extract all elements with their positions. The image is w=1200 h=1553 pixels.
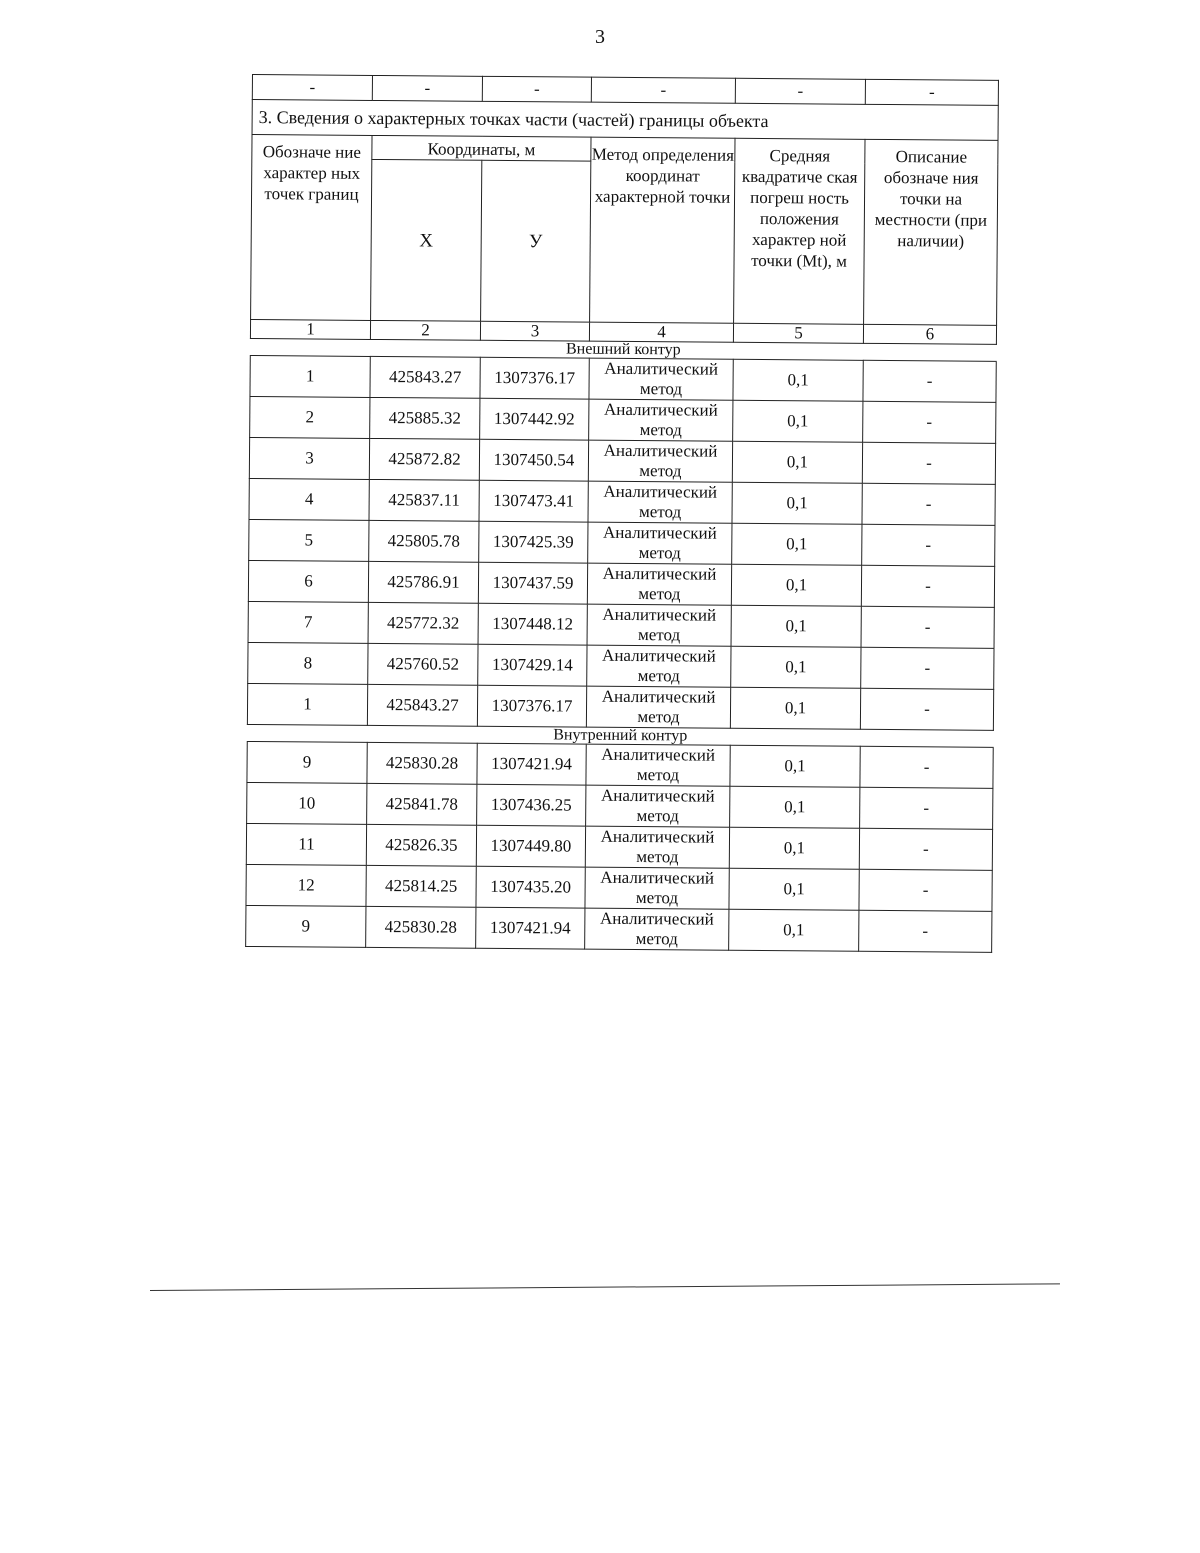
description-cell: - — [860, 688, 993, 730]
error-cell: 0,1 — [731, 564, 861, 606]
point-cell: 12 — [246, 864, 366, 906]
description-cell: - — [859, 910, 992, 952]
x-coordinate-cell: 425885.32 — [370, 397, 480, 439]
x-coordinate-cell: 425805.78 — [369, 520, 479, 562]
error-cell: 0,1 — [733, 359, 863, 401]
method-cell: Аналитический метод — [588, 481, 732, 523]
header-coordinates: Координаты, м — [372, 135, 591, 161]
header-method: Метод определения координат характерной точки — [590, 137, 735, 323]
table-row — [246, 864, 992, 911]
error-cell: 0,1 — [731, 605, 861, 647]
y-coordinate-cell: 1307437.59 — [478, 562, 587, 604]
column-number: 5 — [733, 323, 863, 343]
x-coordinate-cell: 425826.35 — [366, 824, 476, 866]
table-row — [246, 905, 992, 952]
description-cell: - — [862, 524, 995, 566]
point-cell: 2 — [250, 396, 370, 438]
y-coordinate-cell: 1307425.39 — [479, 521, 588, 563]
point-cell: 7 — [248, 601, 368, 643]
table-row — [248, 560, 994, 607]
point-cell: 1 — [247, 683, 367, 725]
x-coordinate-cell: 425760.52 — [368, 643, 478, 685]
method-cell: Аналитический метод — [587, 563, 731, 605]
error-cell: 0,1 — [730, 786, 860, 828]
description-cell: - — [860, 787, 993, 829]
cell: - — [482, 76, 591, 102]
x-coordinate-cell: 425786.91 — [368, 561, 478, 603]
cell: - — [735, 78, 865, 104]
y-coordinate-cell: 1307448.12 — [478, 603, 587, 645]
method-cell: Аналитический метод — [587, 645, 731, 687]
table-row — [249, 437, 995, 484]
section-title: 3. Сведения о характерных точках части (частей) границы объекта — [252, 100, 998, 141]
header-x: Х — [371, 159, 482, 321]
method-cell: Аналитический метод — [588, 440, 732, 482]
y-coordinate-cell: 1307421.94 — [477, 743, 586, 785]
method-cell: Аналитический метод — [586, 744, 730, 786]
section-title-row — [252, 100, 998, 141]
x-coordinate-cell: 425872.82 — [369, 438, 479, 480]
error-cell: 0,1 — [732, 523, 862, 565]
point-cell: 6 — [248, 560, 368, 602]
description-cell: - — [859, 828, 992, 870]
x-coordinate-cell: 425814.25 — [366, 865, 476, 907]
header-description: Описание обозначе ния точки на местности (при наличии) — [864, 139, 998, 325]
description-cell: - — [861, 647, 994, 689]
table-row — [247, 782, 993, 829]
description-cell: - — [859, 869, 992, 911]
y-coordinate-cell: 1307421.94 — [476, 907, 585, 949]
description-cell: - — [861, 606, 994, 648]
x-coordinate-cell: 425843.27 — [370, 356, 480, 398]
method-cell: Аналитический метод — [586, 686, 730, 728]
method-cell: Аналитический метод — [585, 908, 729, 950]
point-cell: 9 — [246, 905, 366, 947]
cell: - — [372, 75, 482, 101]
point-cell: 3 — [249, 437, 369, 479]
x-coordinate-cell: 425841.78 — [367, 783, 477, 825]
boundary-points-table-wrapper — [245, 74, 998, 953]
page-number: 3 — [595, 26, 605, 48]
cell: - — [591, 77, 735, 103]
bottom-divider-line — [150, 1283, 1060, 1291]
x-coordinate-cell: 425772.32 — [368, 602, 478, 644]
table-row — [250, 396, 996, 443]
description-cell: - — [861, 565, 994, 607]
y-coordinate-cell: 1307442.92 — [480, 398, 589, 440]
point-cell: 10 — [247, 782, 367, 824]
y-coordinate-cell: 1307473.41 — [479, 480, 588, 522]
method-cell: Аналитический метод — [587, 604, 731, 646]
method-cell: Аналитический метод — [586, 785, 730, 827]
cell: - — [252, 75, 372, 101]
point-cell: 11 — [246, 823, 366, 865]
table-row — [248, 642, 994, 689]
table-row — [246, 823, 992, 870]
error-cell: 0,1 — [729, 909, 859, 951]
table-body — [246, 75, 999, 953]
header-y: У — [481, 160, 591, 322]
description-cell: - — [862, 442, 995, 484]
column-number: 2 — [370, 320, 480, 340]
method-cell: Аналитический метод — [588, 522, 732, 564]
error-cell: 0,1 — [730, 687, 860, 729]
method-cell: Аналитический метод — [589, 399, 733, 441]
point-cell: 4 — [249, 478, 369, 520]
x-coordinate-cell: 425830.28 — [366, 906, 476, 948]
column-number: 6 — [863, 324, 996, 344]
header-point: Обозначе ние характер ных точек границ — [251, 135, 372, 321]
x-coordinate-cell: 425843.27 — [367, 684, 477, 726]
point-cell: 5 — [249, 519, 369, 561]
description-cell: - — [863, 360, 996, 402]
point-cell: 1 — [250, 355, 370, 397]
description-cell: - — [862, 483, 995, 525]
error-cell: 0,1 — [732, 441, 862, 483]
point-cell: 8 — [248, 642, 368, 684]
table-row — [248, 601, 994, 648]
x-coordinate-cell: 425837.11 — [369, 479, 479, 521]
description-cell: - — [860, 746, 993, 788]
boundary-points-table — [245, 74, 999, 953]
header-error: Средняя квадратиче ская погреш ность положения характер ной точки (Mt), м — [734, 138, 865, 324]
method-cell: Аналитический метод — [589, 358, 733, 400]
table-row — [249, 478, 995, 525]
y-coordinate-cell: 1307429.14 — [478, 644, 587, 686]
y-coordinate-cell: 1307450.54 — [479, 439, 588, 481]
column-number: 4 — [589, 322, 733, 342]
y-coordinate-cell: 1307376.17 — [480, 357, 589, 399]
x-coordinate-cell: 425830.28 — [367, 742, 477, 784]
table-row — [249, 519, 995, 566]
table-row — [250, 355, 996, 402]
error-cell: 0,1 — [730, 745, 860, 787]
table-row — [247, 683, 993, 730]
y-coordinate-cell: 1307449.80 — [476, 825, 585, 867]
point-cell: 9 — [247, 741, 367, 783]
method-cell: Аналитический метод — [585, 826, 729, 868]
y-coordinate-cell: 1307435.20 — [476, 866, 585, 908]
error-cell: 0,1 — [733, 400, 863, 442]
y-coordinate-cell: 1307376.17 — [477, 685, 586, 727]
cell: - — [865, 79, 998, 105]
y-coordinate-cell: 1307436.25 — [477, 784, 586, 826]
header-row — [252, 135, 998, 165]
method-cell: Аналитический метод — [585, 867, 729, 909]
error-cell: 0,1 — [729, 827, 859, 869]
description-cell: - — [863, 401, 996, 443]
error-cell: 0,1 — [731, 646, 861, 688]
column-number: 1 — [250, 319, 370, 339]
error-cell: 0,1 — [732, 482, 862, 524]
error-cell: 0,1 — [729, 868, 859, 910]
outer-contour-title: Внешний контур — [250, 338, 996, 361]
inner-contour-title: Внутренний контур — [247, 724, 993, 747]
table-row — [247, 741, 993, 788]
column-number: 3 — [480, 321, 589, 341]
